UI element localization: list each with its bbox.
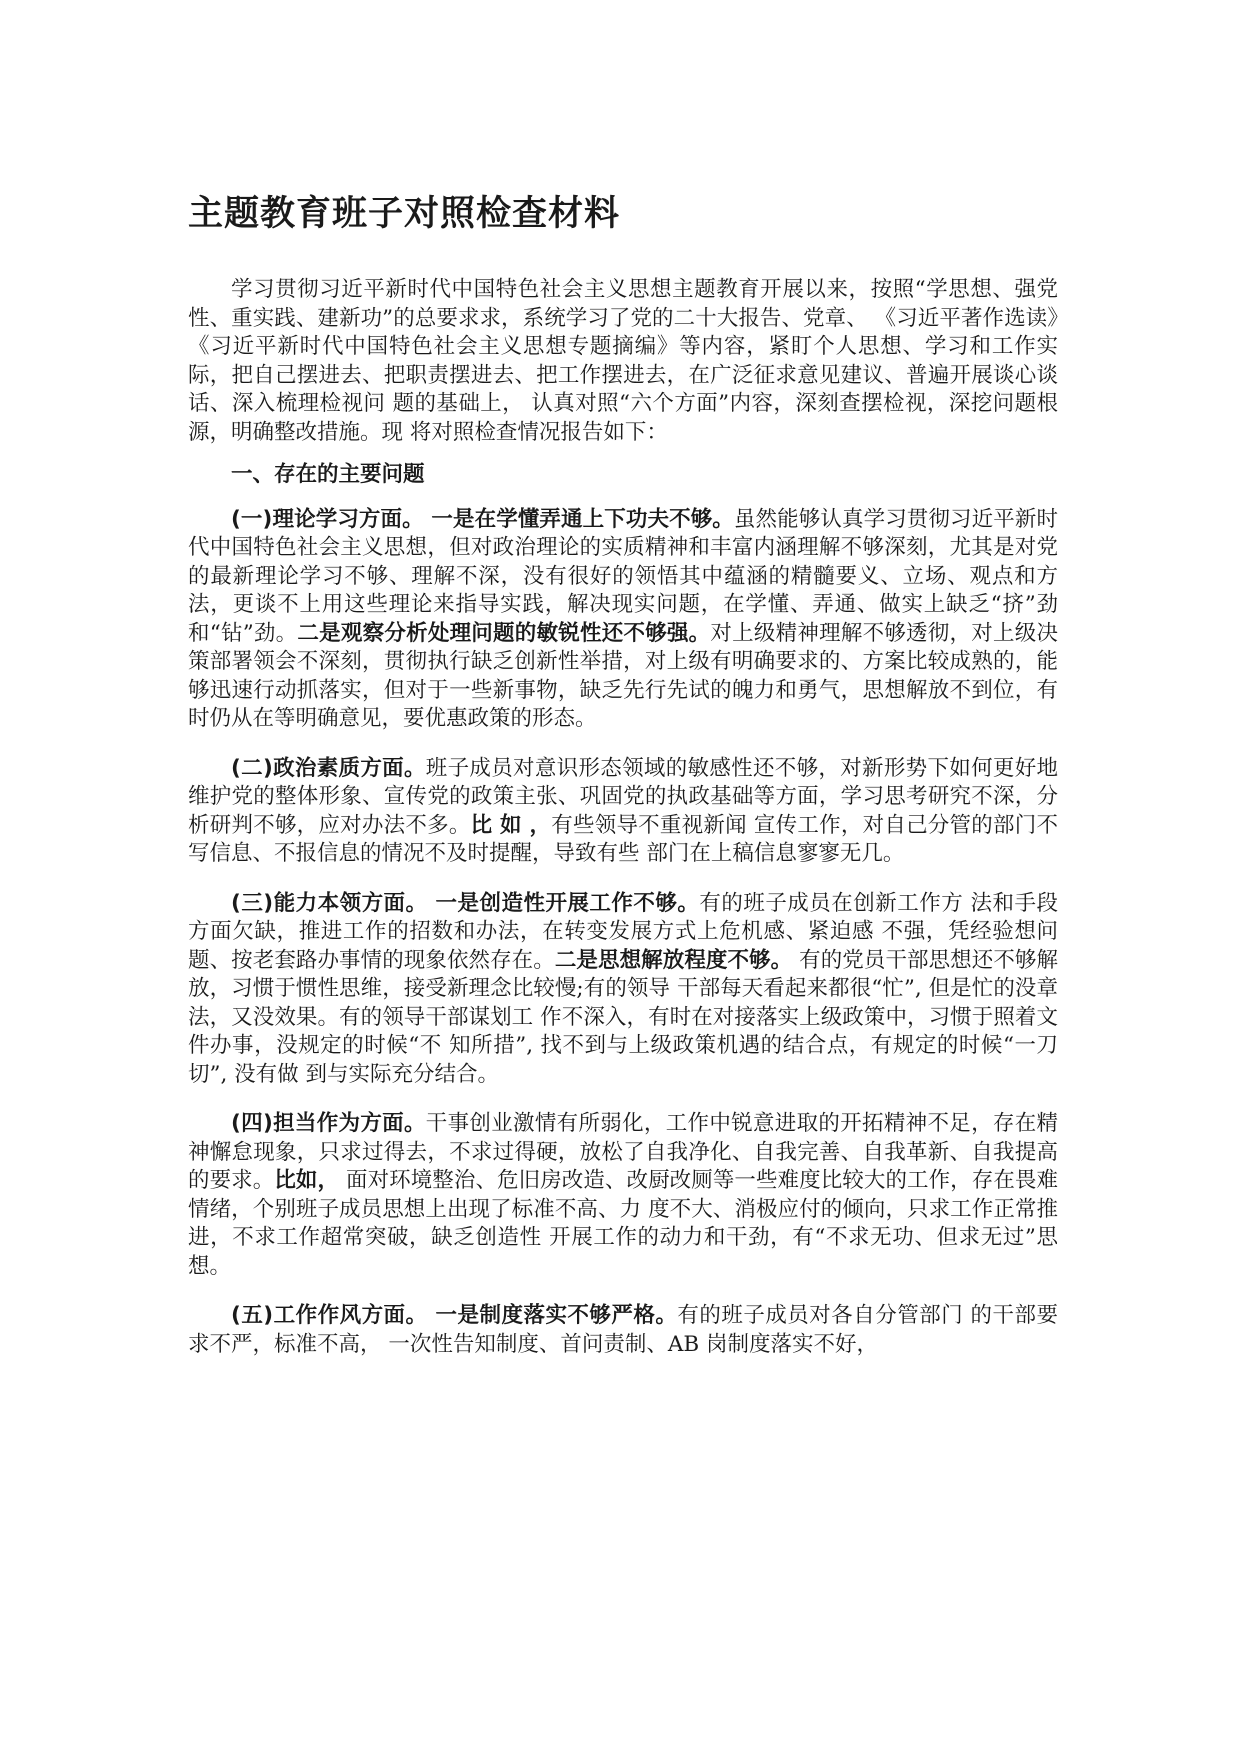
paragraph-text: 对上级精神理解不够透彻，对上级决策部署领会不深刻，贯彻执行缺乏创新性举措，对上级有明确要求的、方案比较成熟的，能够迅速行动抓落实，但对于一些新事物，缺乏先行先试的魄力和勇气，思想解放不到位，有时仍从在等明确意见，要优惠政策的形态。 <box>188 620 1058 731</box>
paragraph-text: 有些领导不重视新闻 宣传工作，对自己分管的部门不写信息、不报信息的情况不及时提醒，导致有些 部门在上稿信息寥寥无几。 <box>188 812 1058 866</box>
paragraph-lead: 比 如 ， <box>470 812 552 838</box>
paragraph-text: 有的党员干部思想还不够解放，习惯于惯性思维，接受新理念比较慢;有的领导 干部每天看起来都很“忙”, 但是忙的没章法，又没效果。有的领导干部谋划工 作不深入，有时在对接落实上级政策中，习惯于照着文件办事，没规定的时候“不 知所措”, 找不到与上级政策机遇的结合点，有规定的时候“一刀切”, 没有做 到与实际充分结合。 <box>188 947 1058 1087</box>
paragraph-text: 班子成员对意识形态领域的敏感性还不够，对新形势下如何更好地维护党的整体形象、宣传党的政策主张、巩固党的执政基础等方面，学习思考研究不深，分析研判不够，应对办法不多。 <box>188 755 1058 838</box>
paragraph-lead: 一是制度落实不够严格。 <box>427 1303 678 1328</box>
paragraph-lead: 二是观察分析处理问题的敏锐性还不够强。 <box>297 620 711 646</box>
paragraph-text: 干事创业激情有所弱化，工作中锐意进取的开拓精神不足，存在精神懈怠现象，只求过得去，不求过得硬，放松了自我净化、自我完善、自我革新、自我提高的要求。 <box>188 1111 1058 1193</box>
paragraph-label: (五)工作作风方面。 <box>231 1303 428 1328</box>
paragraph-lead: 比如， <box>274 1168 340 1193</box>
section-heading: 一、存在的主要问题 <box>231 462 425 487</box>
paragraph-text: 面对环境整治、危旧房改造、改厨改厕等一些难度比较大的工作，存在畏难情绪，个别班子成员思想上出现了标准不高、力 度不大、消极应付的倾向，只求工作正常推进，不求工作超常突破，缺乏创造性 开展工作的动力和干劲，有“不求无功、但求无过”思想。 <box>188 1168 1058 1279</box>
paragraph-lead: 一是在学懂弄通上下功夫不够。 <box>423 506 734 532</box>
paragraph-political-quality <box>188 755 1058 869</box>
document-page <box>188 190 1058 1380</box>
paragraph-theory-study <box>188 506 1058 734</box>
intro-paragraph: 学习贯彻习近平新时代中国特色社会主义思想主题教育开展以来，按照“学思想、强党性、重实践、建新功”的总要求求，系统学习了党的二十大报告、党章、 《习近平著作选读》《习近平新时代中国特色社会主义思想专题摘编》等内容，紧盯个人思想、学习和工作实际，把自己摆进去、把职责摆进去、把工作摆进去，在广泛征求意见建议、普遍开展谈心谈话、深入梳理检视问 题的基础上， 认真对照“六个方面”内容，深刻查摆检视，深挖问题根源，明确整改措施。现 将对照检查情况报告如下： <box>188 277 1058 445</box>
paragraph-label: (三)能力本领方面。 <box>231 890 428 916</box>
paragraph-text: 有的班子成员在创新工作方 法和手段方面欠缺，推进工作的招数和办法，在转变发展方式上危机感、紧迫感 不强，凭经验想问题、按老套路办事情的现象依然存在。 <box>188 890 1058 973</box>
document-title: 主题教育班子对照检查材料 <box>188 194 621 234</box>
paragraph-lead: 二是思想解放程度不够。 <box>554 947 793 973</box>
paragraph-label: (一)理论学习方面。 <box>231 506 424 532</box>
paragraph-text: 虽然能够认真学习贯彻习近平新时代中国特色社会主义思想，但对政治理论的实质精神和丰富内涵理解不够深刻，尤其是对党的最新理论学习不够、理解不深，没有很好的领悟其中蕴涵的精髓要义、立场、观点和方法，更谈不上用这些理论来指导实践，解决现实问题，在学懂、弄通、做实上缺乏“挤”劲和“钻”劲。 <box>188 506 1058 646</box>
paragraph-responsibility <box>188 1110 1058 1281</box>
paragraph-work-style <box>188 1302 1058 1359</box>
paragraph-lead: 一是创造性开展工作不够。 <box>427 890 700 916</box>
paragraph-label: (四)担当作为方面。 <box>231 1111 426 1136</box>
paragraph-ability <box>188 890 1058 1090</box>
paragraph-label: (二)政治素质方面。 <box>231 755 426 781</box>
paragraph-text: 有的班子成员对各自分管部门 的干部要求不严，标准不高， 一次性告知制度、首问责制、AB 岗制度落实不好， <box>188 1303 1058 1357</box>
